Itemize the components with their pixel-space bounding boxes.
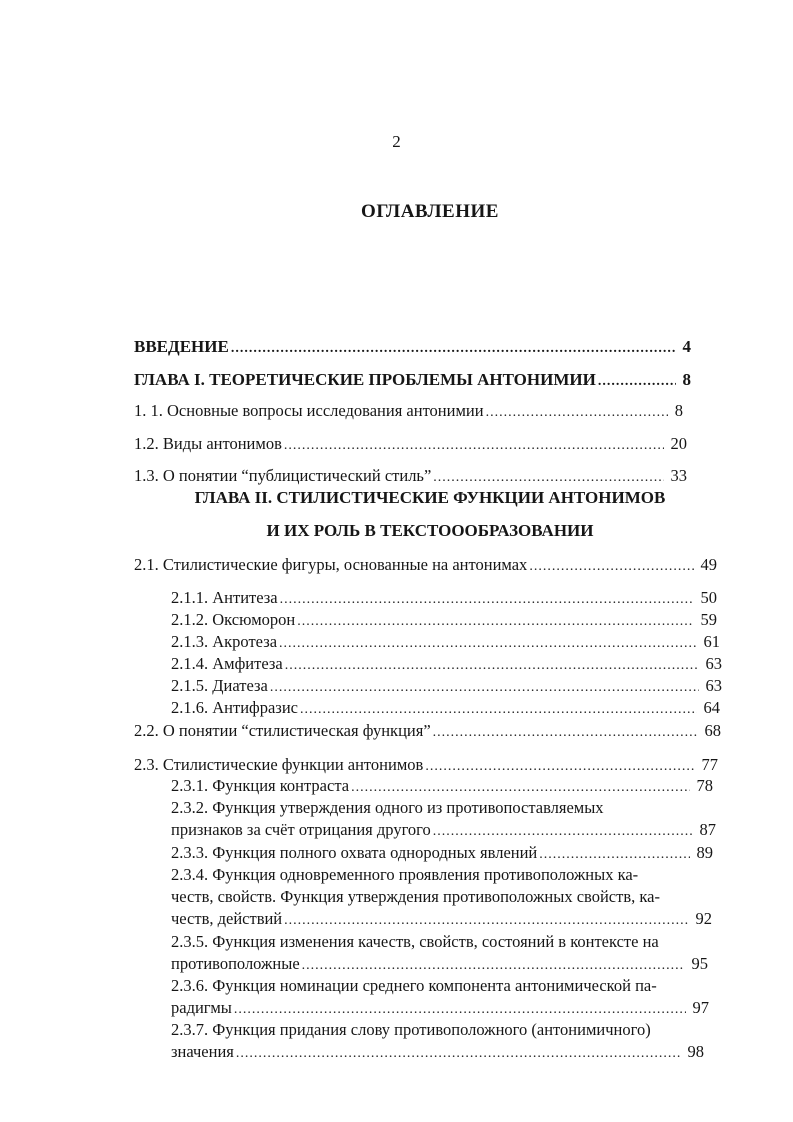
toc-entry-page: 68 xyxy=(704,721,721,740)
toc-entry-label: 2.1.3. Акротеза xyxy=(171,632,278,651)
toc-entry-introduction[interactable] xyxy=(134,337,691,359)
toc-entry-page: 63 xyxy=(705,676,722,695)
toc-entry-section-1-1[interactable] xyxy=(134,401,683,423)
toc-entry-section-2-3-6-line-1[interactable]: 2.3.6. Функция номинации среднего компонента антонимической па- xyxy=(171,976,657,995)
toc-entry-label: 2.1.1. Антитеза xyxy=(171,588,278,607)
toc-entry-label: честв, действий xyxy=(171,909,283,928)
toc-entry-section-2-3-4[interactable] xyxy=(171,909,712,931)
toc-entry-page: 8 xyxy=(682,370,691,389)
leader-dots xyxy=(598,372,676,392)
leader-dots xyxy=(236,1044,681,1064)
toc-entry-section-2-3[interactable] xyxy=(134,755,718,777)
toc-entry-page: 87 xyxy=(699,820,716,839)
leader-dots xyxy=(270,678,699,698)
toc-entry-page: 92 xyxy=(695,909,712,928)
toc-entry-page: 4 xyxy=(682,337,691,356)
leader-dots xyxy=(351,778,689,798)
toc-entry-section-1-3[interactable] xyxy=(134,466,687,488)
leader-dots xyxy=(297,612,693,632)
toc-entry-label: 2.1.5. Диатеза xyxy=(171,676,268,695)
page-number: 2 xyxy=(392,132,401,151)
toc-entry-label: 2.1.4. Амфитеза xyxy=(171,654,283,673)
leader-dots xyxy=(279,634,696,654)
toc-entry-chapter-2-line-1[interactable]: ГЛАВА II. СТИЛИСТИЧЕСКИЕ ФУНКЦИИ АНТОНИМОВ xyxy=(194,488,666,507)
toc-entry-page: 61 xyxy=(703,632,720,651)
toc-entry-label: 2.1. Стилистические фигуры, основанные на антонимах xyxy=(134,555,528,574)
leader-dots xyxy=(433,723,698,743)
leader-dots xyxy=(425,757,694,777)
toc-entry-label: 1.3. О понятии “публицистический стиль” xyxy=(134,466,432,485)
leader-dots xyxy=(433,468,663,488)
toc-entry-page: 77 xyxy=(701,755,718,774)
leader-dots xyxy=(234,1000,686,1020)
leader-dots xyxy=(539,845,689,865)
toc-entry-label: значения xyxy=(171,1042,234,1061)
toc-entry-section-2-3-5[interactable] xyxy=(171,954,708,976)
toc-entry-section-2-3-4-line-1[interactable]: 2.3.4. Функция одновременного проявления противоположных ка- xyxy=(171,865,639,884)
toc-entry-section-2-3-2[interactable] xyxy=(171,820,716,842)
leader-dots xyxy=(486,403,668,423)
leader-dots xyxy=(284,436,664,456)
toc-entry-label: 1.2. Виды антонимов xyxy=(134,434,282,453)
leader-dots xyxy=(284,911,688,931)
toc-entry-chapter-1[interactable] xyxy=(134,370,691,392)
toc-entry-chapter-2-line-2[interactable]: И ИХ РОЛЬ В ТЕКСТОООБРАЗОВАНИИ xyxy=(266,521,594,540)
toc-entry-label: ВВЕДЕНИЕ xyxy=(134,337,229,356)
toc-entry-page: 89 xyxy=(696,843,713,862)
toc-entry-page: 50 xyxy=(700,588,717,607)
toc-entry-section-2-3-7[interactable] xyxy=(171,1042,704,1064)
toc-entry-section-2-1-1[interactable] xyxy=(171,588,717,610)
leader-dots xyxy=(285,656,699,676)
toc-entry-section-2-1-4[interactable] xyxy=(171,654,722,676)
toc-entry-page: 64 xyxy=(703,698,720,717)
toc-entry-section-2-3-1[interactable] xyxy=(171,776,713,798)
leader-dots xyxy=(280,590,694,610)
toc-entry-section-2-1-5[interactable] xyxy=(171,676,722,698)
toc-entry-section-2-3-7-line-1[interactable]: 2.3.7. Функция придания слову противоположного (антонимичного) xyxy=(171,1020,651,1039)
leader-dots xyxy=(433,822,693,842)
toc-entry-section-2-1-3[interactable] xyxy=(171,632,720,654)
leader-dots xyxy=(529,557,693,577)
leader-dots xyxy=(300,700,697,720)
toc-entry-page: 59 xyxy=(700,610,717,629)
toc-entry-label: противоположные xyxy=(171,954,300,973)
toc-entry-section-2-3-2-line-1[interactable]: 2.3.2. Функция утверждения одного из противопоставляемых xyxy=(171,798,604,817)
toc-entry-page: 95 xyxy=(691,954,708,973)
toc-entry-page: 98 xyxy=(687,1042,704,1061)
toc-entry-label: 2.1.6. Антифразис xyxy=(171,698,298,717)
toc-entry-section-2-2[interactable] xyxy=(134,721,721,743)
toc-entry-label: 2.2. О понятии “стилистическая функция” xyxy=(134,721,431,740)
toc-entry-section-2-1-2[interactable] xyxy=(171,610,717,632)
toc-entry-section-1-2[interactable] xyxy=(134,434,687,456)
toc-entry-page: 49 xyxy=(700,555,717,574)
toc-entry-section-2-3-3[interactable] xyxy=(171,843,713,865)
toc-entry-label: ГЛАВА I. ТЕОРЕТИЧЕСКИЕ ПРОБЛЕМЫ АНТОНИМИИ xyxy=(134,370,596,389)
toc-entry-label: 2.3. Стилистические функции антонимов xyxy=(134,755,424,774)
toc-entry-page: 78 xyxy=(696,776,713,795)
toc-entry-section-2-3-5-line-1[interactable]: 2.3.5. Функция изменения качеств, свойств, состояний в контексте на xyxy=(171,932,659,951)
toc-entry-section-2-1[interactable] xyxy=(134,555,717,577)
toc-entry-label: 2.3.3. Функция полного охвата однородных явлений xyxy=(171,843,538,862)
toc-entry-page: 97 xyxy=(692,998,709,1017)
toc-entry-page: 33 xyxy=(670,466,687,485)
toc-entry-section-2-3-6[interactable] xyxy=(171,998,709,1020)
toc-entry-label: 2.1.2. Оксюморон xyxy=(171,610,296,629)
toc-entry-page: 8 xyxy=(674,401,683,420)
toc-entry-section-2-3-4-line-2[interactable]: честв, свойств. Функция утверждения противоположных свойств, ка- xyxy=(171,887,660,906)
toc-entry-label: признаков за счёт отрицания другого xyxy=(171,820,431,839)
toc-entry-label: радигмы xyxy=(171,998,232,1017)
leader-dots xyxy=(231,339,676,359)
leader-dots xyxy=(302,956,685,976)
toc-entry-page: 20 xyxy=(670,434,687,453)
toc-entry-section-2-1-6[interactable] xyxy=(171,698,720,720)
toc-entry-page: 63 xyxy=(705,654,722,673)
toc-title: ОГЛАВЛЕНИЕ xyxy=(361,201,499,222)
toc-entry-label: 2.3.1. Функция контраста xyxy=(171,776,350,795)
toc-entry-label: 1. 1. Основные вопросы исследования антонимии xyxy=(134,401,484,420)
